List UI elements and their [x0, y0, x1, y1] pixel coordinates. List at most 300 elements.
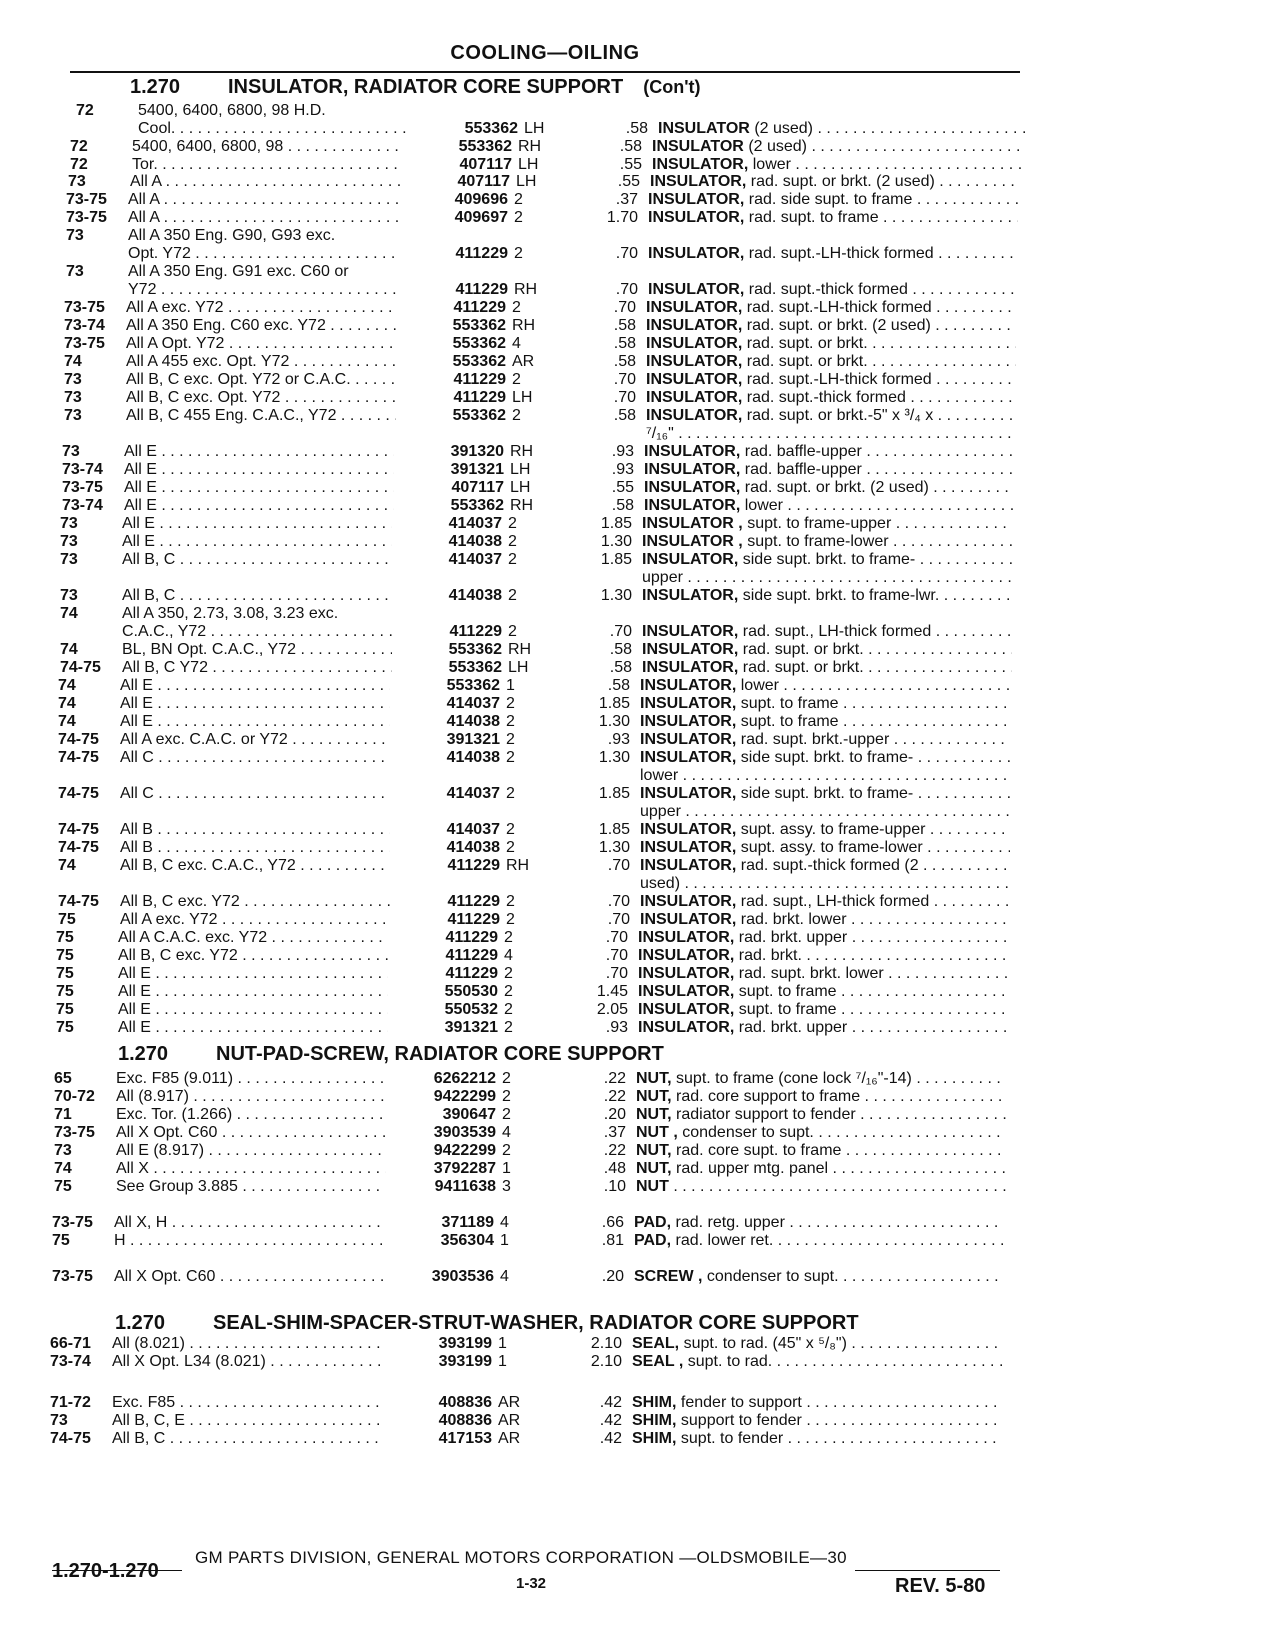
- table-row: [54, 1160, 1016, 1179]
- description-cell: [640, 695, 1010, 713]
- application-cell: All A 350 Eng. G90, G93 exc.: [128, 227, 336, 244]
- price-cell: .58: [625, 120, 648, 137]
- application-cell: H . . .: [114, 1232, 384, 1250]
- quantity-cell: 2: [514, 209, 523, 226]
- application-cell: All A . . .: [130, 173, 400, 191]
- price-cell: 1.30: [598, 749, 630, 766]
- year-cell: 74: [58, 677, 76, 694]
- quantity-cell: 2: [508, 551, 517, 568]
- description-text: (2 used): [748, 138, 808, 155]
- description-cell: [636, 1160, 1006, 1178]
- application-cell: Opt. Y72 . . .: [128, 245, 398, 263]
- part-number-cell: 411229: [447, 893, 500, 910]
- description-keyword: INSULATOR,: [638, 983, 735, 1000]
- price-cell: 2.10: [590, 1353, 622, 1370]
- table-row: [52, 1214, 1014, 1233]
- application-cell: All A . . .: [128, 191, 398, 209]
- footer-group-code: 1.270-1.270: [52, 1560, 159, 1582]
- price-cell: .70: [605, 947, 628, 964]
- quantity-cell: 2: [504, 965, 513, 982]
- quantity-cell: 4: [504, 947, 513, 964]
- price-cell: .70: [615, 281, 638, 298]
- year-cell: 74: [58, 857, 76, 874]
- description-cell: [640, 767, 1010, 785]
- price-cell: .70: [613, 389, 636, 406]
- description-keyword: NUT,: [636, 1106, 672, 1123]
- table-row: [62, 461, 1024, 480]
- table-row: [58, 749, 1020, 768]
- description-keyword: INSULATOR,: [644, 497, 741, 514]
- description-text: rad. supt. or brkt.: [746, 335, 868, 352]
- quantity-cell: 1: [502, 1160, 511, 1177]
- description-text: ⁷/₁₆": [646, 425, 674, 442]
- year-cell: 74-75: [50, 1430, 91, 1447]
- description-cell: [650, 173, 1020, 191]
- description-text: rad. supt. or brkt.: [742, 641, 864, 658]
- table-row: [58, 857, 1020, 876]
- price-cell: .37: [615, 191, 638, 208]
- quantity-cell: AR: [512, 353, 535, 370]
- quantity-cell: 2: [506, 893, 515, 910]
- description-text: supt. to frame: [738, 983, 837, 1000]
- description-keyword: NUT,: [636, 1160, 672, 1177]
- group-number: 1.270: [118, 1043, 169, 1065]
- quantity-cell: AR: [498, 1412, 521, 1429]
- table-row: [50, 1335, 1012, 1354]
- quantity-cell: 2: [508, 623, 517, 640]
- application-cell: All B, C exc. Opt. Y72 or C.A.C. . . .: [126, 371, 396, 389]
- price-cell: 1.30: [598, 839, 630, 856]
- part-number-cell: 393199: [438, 1335, 492, 1352]
- application-cell: All X Opt. C60 . . .: [114, 1268, 384, 1286]
- description-text: rad. brkt. upper: [738, 929, 848, 946]
- group-header-nut-pad-screw: [118, 1043, 664, 1066]
- price-cell: 1.30: [600, 587, 632, 604]
- application-cell: All B, C exc. Y72 . . .: [120, 893, 390, 911]
- part-number-cell: 9411638: [434, 1178, 496, 1195]
- description-text: (2 used): [754, 120, 814, 137]
- description-cell: [644, 443, 1014, 461]
- description-keyword: INSULATOR,: [640, 839, 737, 856]
- part-number-cell: 411229: [447, 857, 500, 874]
- part-number-cell: 550530: [444, 983, 498, 1000]
- description-cell: [632, 1353, 1002, 1371]
- quantity-cell: 2: [502, 1106, 511, 1123]
- table-row: [58, 677, 1020, 696]
- application-cell: All E . . .: [120, 695, 390, 713]
- quantity-cell: LH: [510, 479, 531, 496]
- group-header-seal-shim: [115, 1312, 859, 1335]
- table-row: [64, 353, 1026, 372]
- part-number-cell: 550532: [444, 1001, 498, 1018]
- quantity-cell: 2: [506, 695, 515, 712]
- quantity-cell: 4: [500, 1214, 509, 1231]
- year-cell: 73-74: [64, 317, 105, 334]
- part-number-cell: 411229: [453, 299, 506, 316]
- table-row: [56, 1019, 1018, 1038]
- description-cell: [642, 533, 1012, 551]
- description-cell: [640, 803, 1010, 821]
- table-row: [128, 245, 1028, 264]
- quantity-cell: LH: [512, 389, 533, 406]
- year-cell: 73-75: [62, 479, 103, 496]
- description-keyword: NUT: [636, 1178, 669, 1195]
- description-cell: [640, 785, 1010, 803]
- application-cell: All B . . .: [120, 839, 390, 857]
- year-cell: 75: [56, 1001, 74, 1018]
- price-cell: 1.85: [598, 821, 630, 838]
- part-number-cell: 391321: [450, 461, 504, 478]
- quantity-cell: 1: [506, 677, 515, 694]
- description-text: rad. supt.-LH-thick formed: [746, 299, 932, 316]
- part-number-cell: 6262212: [433, 1070, 496, 1087]
- year-cell: 72: [76, 102, 94, 119]
- price-cell: 1.30: [600, 533, 632, 550]
- application-cell: All C . . .: [120, 785, 390, 803]
- description-cell: [638, 947, 1008, 965]
- quantity-cell: 2: [506, 749, 515, 766]
- application-cell: All C . . .: [120, 749, 390, 767]
- part-number-cell: 553362: [452, 335, 506, 352]
- header-rule: [70, 71, 1020, 73]
- description-text: used): [640, 875, 681, 892]
- price-cell: .70: [605, 929, 628, 946]
- quantity-cell: 2: [506, 731, 515, 748]
- year-cell: 73-75: [66, 209, 107, 226]
- application-cell: All A 350 Eng. G91 exc. C60 or: [128, 263, 349, 280]
- description-keyword: INSULATOR,: [648, 209, 745, 226]
- description-cell: [640, 713, 1010, 731]
- year-cell: 74-75: [58, 839, 99, 856]
- description-text: rad. supt. or brkt.: [746, 353, 868, 370]
- quantity-cell: 4: [500, 1268, 509, 1285]
- description-keyword: INSULATOR,: [640, 695, 737, 712]
- quantity-cell: LH: [508, 659, 529, 676]
- year-cell: 75: [56, 965, 74, 982]
- application-cell: All E . . .: [124, 443, 394, 461]
- table-row: [58, 785, 1020, 804]
- description-cell: [646, 371, 1016, 389]
- description-cell: [642, 515, 1012, 533]
- description-text: supt. to frame: [740, 713, 839, 730]
- price-cell: .37: [603, 1124, 626, 1141]
- quantity-cell: AR: [498, 1394, 521, 1411]
- application-cell: All E . . .: [124, 461, 394, 479]
- part-number-cell: 553362: [452, 353, 506, 370]
- description-keyword: INSULATOR,: [638, 1001, 735, 1018]
- description-text: condenser to supt.: [706, 1268, 839, 1285]
- description-text: rad. brkt. lower: [740, 911, 847, 928]
- price-cell: 1.85: [600, 551, 632, 568]
- price-cell: .93: [611, 443, 634, 460]
- table-row: [70, 138, 1032, 157]
- description-cell: [640, 821, 1010, 839]
- part-number-cell: 414038: [448, 587, 502, 604]
- quantity-cell: RH: [508, 641, 532, 658]
- price-cell: .22: [603, 1142, 626, 1159]
- description-text: rad. supt. brkt. lower: [738, 965, 884, 982]
- description-keyword: INSULATOR,: [640, 713, 737, 730]
- description-keyword: INSULATOR,: [646, 335, 743, 352]
- description-cell: [636, 1124, 1006, 1142]
- application-cell: All B, C . . .: [122, 551, 392, 569]
- part-number-cell: 391321: [444, 1019, 498, 1036]
- description-text: side supt. brkt. to frame-lwr.: [742, 587, 940, 604]
- quantity-cell: 1: [498, 1353, 507, 1370]
- description-keyword: INSULATOR,: [638, 947, 735, 964]
- description-text: rad. supt. or brkt.: [742, 659, 864, 676]
- table-row: [50, 1353, 1012, 1372]
- year-cell: 75: [54, 1178, 72, 1195]
- description-cell: [648, 191, 1018, 209]
- quantity-cell: 1: [500, 1232, 509, 1249]
- application-cell: All A 350, 2.73, 3.08, 3.23 exc.: [122, 605, 339, 622]
- description-text: fender to support: [680, 1394, 802, 1411]
- table-row: [56, 1001, 1018, 1020]
- description-cell: [646, 353, 1016, 371]
- description-text: rad. supt.-thick formed (2: [740, 857, 919, 874]
- price-cell: .42: [599, 1412, 622, 1429]
- price-cell: .81: [601, 1232, 624, 1249]
- quantity-cell: 2: [508, 515, 517, 532]
- part-number-cell: 9422299: [433, 1142, 496, 1159]
- description-cell: [642, 659, 1012, 677]
- description-cell: [640, 893, 1010, 911]
- part-number-cell: 356304: [440, 1232, 494, 1249]
- description-keyword: NUT ,: [636, 1124, 678, 1141]
- group-title: NUT-PAD-SCREW, RADIATOR CORE SUPPORT: [216, 1043, 664, 1065]
- application-cell: See Group 3.885 . . .: [116, 1178, 386, 1196]
- part-number-cell: 553362: [458, 138, 512, 155]
- table-row: [54, 1178, 1016, 1197]
- description-cell: [634, 1232, 1004, 1250]
- page-header: COOLING—OILING: [450, 42, 640, 64]
- description-text: rad. supt.-thick formed: [748, 281, 908, 298]
- table-row: [60, 641, 1022, 660]
- table-row: [64, 389, 1026, 408]
- application-cell: Exc. Tor. (1.266) . . .: [116, 1106, 386, 1124]
- part-number-cell: 411229: [445, 929, 498, 946]
- revision-date: REV. 5-80: [895, 1575, 986, 1597]
- description-text: rad. lower ret.: [675, 1232, 774, 1249]
- description-keyword: INSULATOR,: [648, 281, 745, 298]
- application-cell: Tor. . . .: [132, 156, 402, 174]
- year-cell: 71-72: [50, 1394, 91, 1411]
- group-header-insulator: [130, 76, 700, 99]
- quantity-cell: 2: [508, 587, 517, 604]
- description-cell: [638, 983, 1008, 1001]
- description-keyword: NUT,: [636, 1070, 672, 1087]
- description-cell: [648, 281, 1018, 299]
- year-cell: 75: [56, 1019, 74, 1036]
- description-cell: [646, 299, 1016, 317]
- quantity-cell: 2: [506, 839, 515, 856]
- part-number-cell: 414037: [446, 821, 500, 838]
- price-cell: .70: [613, 299, 636, 316]
- description-text: lower: [740, 677, 779, 694]
- application-cell: All A exc. Y72 . . .: [120, 911, 390, 929]
- description-cell: [632, 1335, 1002, 1353]
- year-cell: 73: [64, 371, 82, 388]
- part-number-cell: 411229: [445, 947, 498, 964]
- quantity-cell: RH: [510, 497, 534, 514]
- table-row: [120, 767, 1020, 786]
- table-row: [52, 1268, 1014, 1287]
- description-keyword: INSULATOR,: [644, 461, 741, 478]
- application-cell: All B, C, E . . .: [112, 1412, 382, 1430]
- description-keyword: INSULATOR,: [648, 245, 745, 262]
- table-row: [60, 533, 1022, 552]
- description-keyword: INSULATOR,: [646, 299, 743, 316]
- quantity-cell: RH: [506, 857, 530, 874]
- page-number: 1-32: [516, 1575, 547, 1592]
- description-cell: [640, 749, 1010, 767]
- table-row: [64, 317, 1026, 336]
- application-cell: All A Opt. Y72 . . .: [126, 335, 396, 353]
- description-cell: [640, 677, 1010, 695]
- application-cell: Cool. . . .: [138, 120, 408, 138]
- description-text: lower: [752, 156, 791, 173]
- application-cell: All E . . .: [124, 479, 394, 497]
- application-cell: Exc. F85 (9.011) . . .: [116, 1070, 386, 1088]
- description-cell: [646, 389, 1016, 407]
- part-number-cell: 391320: [450, 443, 504, 460]
- part-number-cell: 411229: [455, 245, 508, 262]
- year-cell: 65: [54, 1070, 72, 1087]
- description-keyword: INSULATOR,: [640, 677, 737, 694]
- group-title: SEAL-SHIM-SPACER-STRUT-WASHER, RADIATOR CORE SUPPORT: [213, 1312, 859, 1334]
- description-cell: [636, 1088, 1006, 1106]
- table-row: [58, 731, 1020, 750]
- year-cell: 66-71: [50, 1335, 91, 1352]
- price-cell: .55: [617, 173, 640, 190]
- description-keyword: INSULATOR,: [650, 173, 747, 190]
- price-cell: .70: [607, 893, 630, 910]
- price-cell: .58: [611, 497, 634, 514]
- description-text: rad. supt. or brkt. (2 used): [746, 317, 931, 334]
- description-text: rad. supt.-LH-thick formed: [746, 371, 932, 388]
- part-number-cell: 411229: [447, 911, 500, 928]
- price-cell: .10: [603, 1178, 626, 1195]
- quantity-cell: RH: [510, 443, 534, 460]
- price-cell: .70: [613, 371, 636, 388]
- year-cell: 75: [56, 929, 74, 946]
- table-row: [50, 1412, 1012, 1431]
- description-cell: [638, 929, 1008, 947]
- year-cell: 75: [56, 947, 74, 964]
- description-cell: [636, 1070, 1006, 1088]
- quantity-cell: LH: [518, 156, 539, 173]
- description-keyword: INSULATOR ,: [642, 515, 743, 532]
- application-cell: All E . . .: [118, 1019, 388, 1037]
- price-cell: .20: [601, 1268, 624, 1285]
- year-cell: 73: [64, 407, 82, 424]
- table-row: [58, 695, 1020, 714]
- year-cell: 71: [54, 1106, 72, 1123]
- description-keyword: SHIM,: [632, 1394, 677, 1411]
- quantity-cell: 4: [512, 335, 521, 352]
- quantity-cell: 2: [504, 1001, 513, 1018]
- description-text: rad. core support to frame: [676, 1088, 861, 1105]
- table-row: [50, 1430, 1012, 1449]
- part-number-cell: 414037: [446, 785, 500, 802]
- year-cell: 73: [54, 1142, 72, 1159]
- footer-publisher: GM PARTS DIVISION, GENERAL MOTORS CORPORATION —OLDSMOBILE—30: [195, 1548, 847, 1567]
- description-cell: [652, 138, 1022, 156]
- description-cell: [640, 911, 1010, 929]
- quantity-cell: 4: [502, 1124, 511, 1141]
- description-cell: [646, 335, 1016, 353]
- part-number-cell: 411229: [455, 281, 508, 298]
- description-cell: [632, 1412, 1002, 1430]
- description-text: rad. brkt.: [738, 947, 802, 964]
- application-cell: All X Opt. C60 . . .: [116, 1124, 386, 1142]
- quantity-cell: 2: [502, 1070, 511, 1087]
- price-cell: .70: [615, 245, 638, 262]
- table-row: [64, 407, 1026, 426]
- price-cell: .58: [613, 335, 636, 352]
- price-cell: .66: [601, 1214, 624, 1231]
- part-number-cell: 411229: [453, 389, 506, 406]
- price-cell: .70: [607, 857, 630, 874]
- table-row: [66, 209, 1028, 228]
- price-cell: 1.85: [600, 515, 632, 532]
- application-cell: All A exc. C.A.C. or Y72 . . .: [120, 731, 390, 749]
- application-cell: All B, C exc. Opt. Y72 . . .: [126, 389, 396, 407]
- quantity-cell: AR: [498, 1430, 521, 1447]
- description-text: rad. supt. brkt.-upper: [740, 731, 890, 748]
- table-row: [66, 227, 1028, 246]
- description-keyword: INSULATOR ,: [642, 533, 743, 550]
- quantity-cell: 2: [506, 713, 515, 730]
- year-cell: 73-75: [52, 1214, 93, 1231]
- part-number-cell: 371189: [441, 1214, 494, 1231]
- quantity-cell: 2: [504, 929, 513, 946]
- part-number-cell: 414038: [448, 533, 502, 550]
- description-cell: [646, 407, 1016, 425]
- description-cell: [640, 875, 1010, 893]
- table-row: [56, 929, 1018, 948]
- description-text: side supt. brkt. to frame-: [740, 785, 914, 802]
- price-cell: .93: [607, 731, 630, 748]
- quantity-cell: 2: [506, 911, 515, 928]
- year-cell: 74: [58, 713, 76, 730]
- quantity-cell: 2: [508, 533, 517, 550]
- application-cell: All B, C Y72 . . .: [122, 659, 392, 677]
- description-cell: [632, 1430, 1002, 1448]
- description-text: rad. supt. or brkt. (2 used): [744, 479, 929, 496]
- year-cell: 73-75: [66, 191, 107, 208]
- application-cell: C.A.C., Y72 . . .: [122, 623, 392, 641]
- description-cell: [640, 857, 1010, 875]
- description-text: supt. assy. to frame-upper: [740, 821, 926, 838]
- description-cell: [634, 1214, 1004, 1232]
- part-number-cell: 414037: [448, 551, 502, 568]
- description-cell: [642, 641, 1012, 659]
- description-cell: [642, 551, 1012, 569]
- description-keyword: INSULATOR,: [644, 479, 741, 496]
- table-row: [56, 965, 1018, 984]
- description-cell: [648, 209, 1018, 227]
- table-row: [56, 983, 1018, 1002]
- application-cell: All E . . .: [124, 497, 394, 515]
- application-cell: All A exc. Y72 . . .: [126, 299, 396, 317]
- year-cell: 75: [52, 1232, 70, 1249]
- quantity-cell: 2: [506, 821, 515, 838]
- description-keyword: SHIM,: [632, 1412, 677, 1429]
- application-cell: All A 455 exc. Opt. Y72 . . .: [126, 353, 396, 371]
- year-cell: 73-74: [62, 461, 103, 478]
